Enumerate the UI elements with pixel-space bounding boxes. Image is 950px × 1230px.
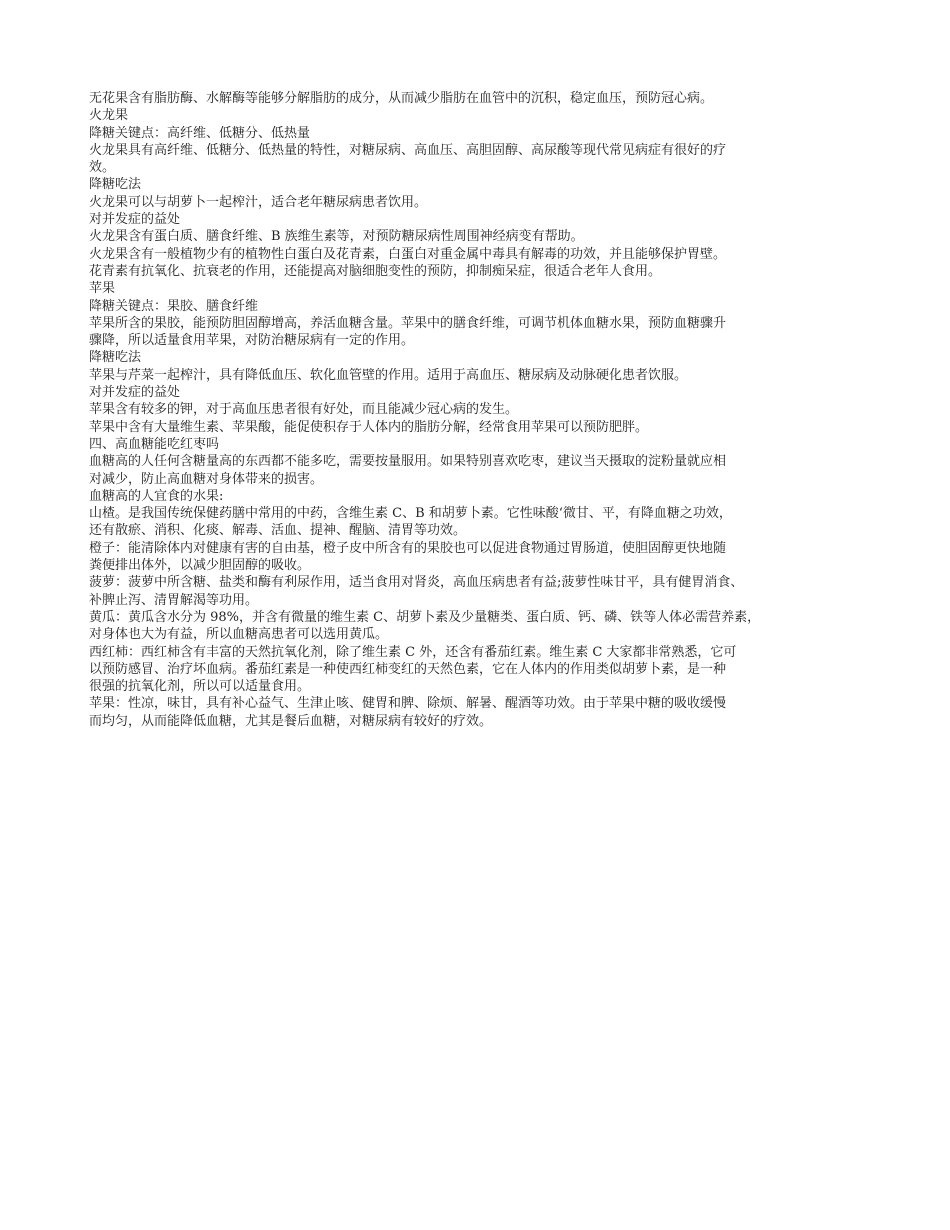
orange-line-1: 橙子：能清除体内对健康有害的自由基，橙子皮中所含有的果胶也可以促进食物通过胃肠道，使胆固醇更快地随: [89, 540, 727, 556]
dragon-fruit-description-line-2: 效。: [89, 160, 116, 176]
tomato-line-1: 西红柿：西红柿含有丰富的天然抗氧化剂，除了维生素 C 外，还含有番茄红素。维生素 C 大家都非常熟悉，它可: [89, 644, 737, 660]
hawthorn-line-1: 山楂。是我国传统保健药膳中常用的中药，含维生素 C、B 和胡萝卜素。它性味酸‘微甘、平，有降血糖之功效，: [89, 506, 732, 522]
heading-dragon-fruit-complications: 对并发症的益处: [89, 212, 181, 228]
apple-description-line-1: 苹果所含的果胶，能预防胆固醇增高，养活血糖含量。苹果中的膳食纤维，可调节机体血糖水果，预防血糖骤升: [89, 315, 727, 331]
dragon-fruit-description-line-1: 火龙果具有高纤维、低糖分、低热量的特性，对糖尿病、高血压、高胆固醇、高尿酸等现代常见病症有很好的疗: [89, 142, 727, 158]
dragon-fruit-complications-line-1: 火龙果含有蛋白质、膳食纤维、B 族维生素等，对预防糖尿病性周围神经病变有帮助。: [89, 229, 584, 245]
apple-complications-line-2: 苹果中含有大量维生素、苹果酸，能促使积存于人体内的脂肪分解，经常食用苹果可以预防肥胖。: [89, 419, 649, 435]
heading-suitable-fruits: 血糖高的人宜食的水果:: [89, 488, 224, 504]
jujube-answer-line-1: 血糖高的人任何含糖量高的东西都不能多吃，需要按量服用。如果特别喜欢吃枣，建议当天摄取的淀粉量就应相: [89, 454, 727, 470]
tomato-line-2: 以预防感冒、治疗坏血病。番茄红素是一种使西红柿变红的天然色素，它在人体内的作用类似胡萝卜素，是一种: [89, 661, 727, 677]
paragraph-fig-benefit: 无花果含有脂肪酶、水解酶等能够分解脂肪的成分，从而减少脂肪在血管中的沉积，稳定血压，预防冠心病。: [89, 91, 714, 106]
heading-dragon-fruit: 火龙果: [89, 108, 129, 124]
apple-summary-line-1: 苹果：性凉，味甘，具有补心益气、生津止咳、健胃和脾、除烦、解暑、醒酒等功效。由于苹果中糖的吸收缓慢: [89, 696, 727, 712]
hawthorn-line-2: 还有散瘀、消积、化痰、解毒、活血、提神、醒脑、清胃等功效。: [89, 523, 467, 539]
apple-complications-line-1: 苹果含有较多的钾，对于高血压患者很有好处，而且能减少冠心病的发生。: [89, 402, 519, 418]
apple-eating-method: 苹果与芹菜一起榨汁，具有降低血压、软化血管壁的作用。适用于高血压、糖尿病及动脉硬化患者饮服。: [89, 367, 688, 383]
heading-apple: 苹果: [89, 281, 116, 297]
tomato-line-3: 很强的抗氧化剂，所以可以适量食用。: [89, 679, 311, 695]
heading-apple-complications: 对并发症的益处: [89, 385, 181, 401]
dragon-fruit-eating-method: 火龙果可以与胡萝卜一起榨汁，适合老年糖尿病患者饮用。: [89, 194, 428, 210]
heading-apple-eating-method: 降糖吃法: [89, 350, 142, 366]
cucumber-line-2: 对身体也大为有益，所以血糖高患者可以选用黄瓜。: [89, 627, 389, 643]
jujube-answer-line-2: 对减少，防止高血糖对身体带来的损害。: [89, 471, 324, 487]
orange-line-2: 粪便排出体外，以减少胆固醇的吸收。: [89, 558, 311, 574]
apple-key-points: 降糖关键点：果胶、膳食纤维: [89, 298, 259, 314]
dragon-fruit-complications-line-2: 火龙果含有一般植物少有的植物性白蛋白及花青素，白蛋白对重金属中毒具有解毒的功效，并且能够保护胃壁。: [89, 246, 727, 262]
heading-jujube-question: 四、高血糖能吃红枣吗: [89, 436, 220, 452]
pineapple-line-2: 补脾止泻、清胃解渴等功用。: [89, 592, 259, 608]
document-body: [89, 90, 879, 730]
dragon-fruit-key-points: 降糖关键点：高纤维、低糖分、低热量: [89, 125, 311, 141]
dragon-fruit-complications-line-3: 花青素有抗氧化、抗衰老的作用，还能提高对脑细胞变性的预防，抑制痴呆症，很适合老年人食用。: [89, 263, 662, 279]
apple-summary-line-2: 而均匀，从而能降低血糖，尤其是餐后血糖，对糖尿病有较好的疗效。: [89, 713, 493, 729]
heading-dragon-fruit-eating-method: 降糖吃法: [89, 177, 142, 193]
apple-description-line-2: 骤降，所以适量食用苹果，对防治糖尿病有一定的作用。: [89, 333, 415, 349]
cucumber-line-1: 黄瓜：黄瓜含水分为 98%，并含有微量的维生素 C、胡萝卜素及少量糖类、蛋白质、钙、磷、铁等人体必需营养素，: [89, 609, 761, 625]
pineapple-line-1: 菠萝：菠萝中所含糖、盐类和酶有利尿作用，适当食用对肾炎，高血压病患者有益;菠萝性味甘平，具有健胃消食、: [89, 575, 744, 591]
